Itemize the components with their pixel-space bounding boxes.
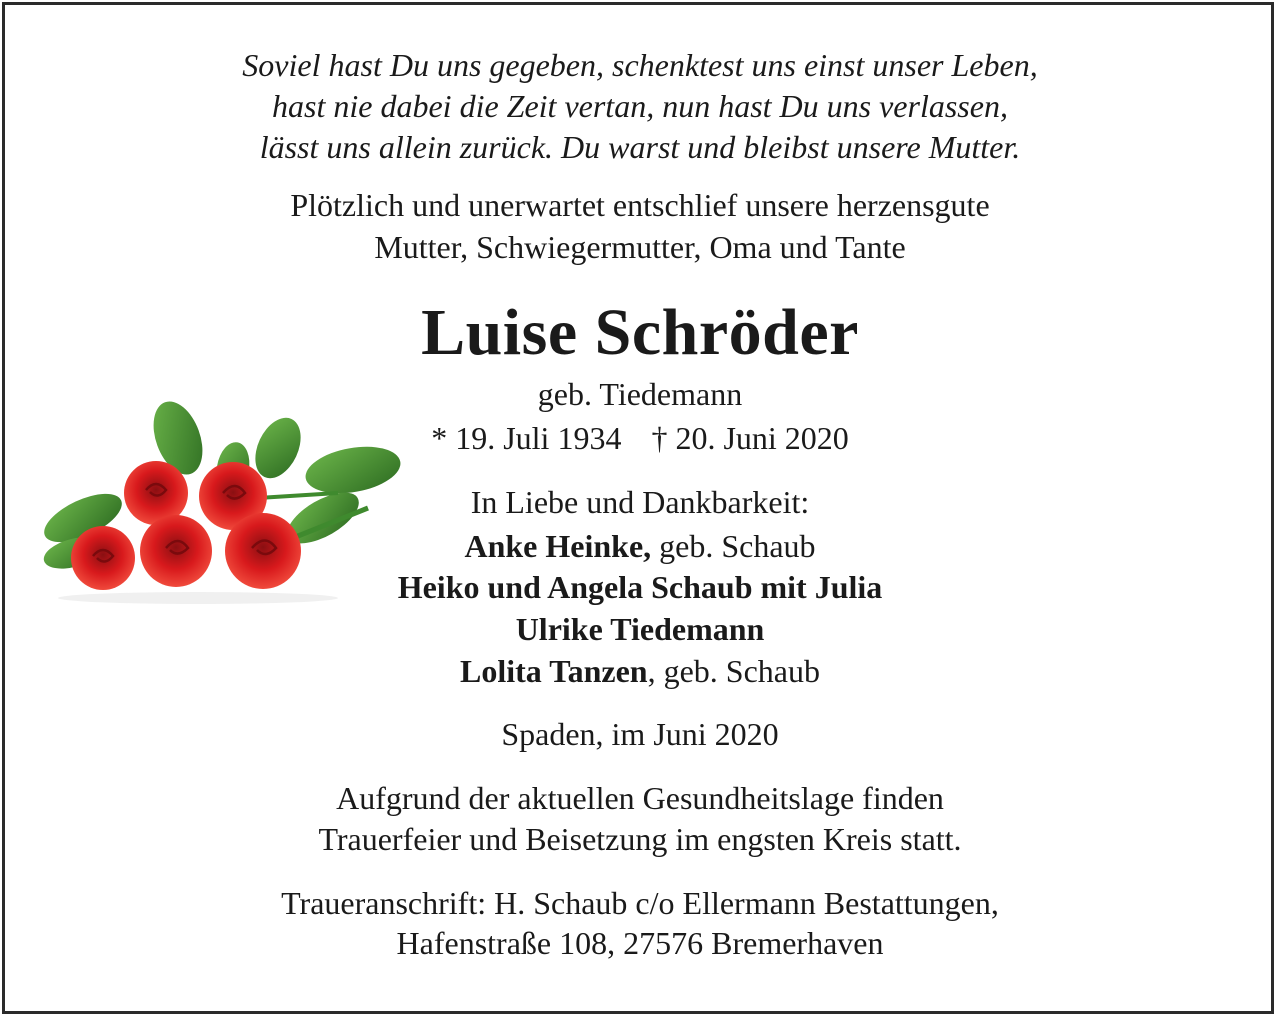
deceased-name: Luise Schröder [421,296,859,369]
mourner-3-name: Ulrike Tiedemann [515,611,765,647]
intro-line-1: Plötzlich und unerwartet entschlief unsere herzensgute [290,187,990,223]
mourner-4-suffix: , geb. Schaub [647,653,820,689]
mourners-heading: In Liebe und Dankbarkeit: [470,484,810,520]
intro-line-2: Mutter, Schwiegermutter, Oma und Tante [374,229,906,265]
poem-line-3: lässt uns allein zurück. Du warst und bleibst unsere Mutter. [259,129,1021,165]
mourner-1-name: Anke Heinke, [464,528,652,564]
birth-date: * 19. Juli 1934 [431,420,622,456]
notice-line-2: Trauerfeier und Beisetzung im engsten Kreis statt. [318,821,962,857]
mourner-4-name: Lolita Tanzen [459,653,648,689]
death-date: † 20. Juni 2020 [651,420,849,456]
mourner-1 [0,525,1280,567]
mourner-4 [0,650,1280,692]
address-line-1: Traueranschrift: H. Schaub c/o Ellermann Bestattungen, [281,885,999,921]
poem-line-1: Soviel hast Du uns gegeben, schenktest uns einst unser Leben, [242,47,1038,83]
address-line-2: Hafenstraße 108, 27576 Bremerhaven [396,925,884,961]
mourner-2 [0,566,1280,608]
mourner-1-suffix: geb. Schaub [651,528,816,564]
poem-line-2: hast nie dabei die Zeit vertan, nun hast Du uns verlassen, [272,88,1008,124]
notice-line-1: Aufgrund der aktuellen Gesundheitslage finden [336,780,944,816]
mourner-2-name: Heiko und Angela Schaub mit Julia [397,569,883,605]
mourner-3 [0,608,1280,650]
place-date: Spaden, im Juni 2020 [501,716,779,752]
maiden-name: geb. Tiedemann [537,376,743,412]
